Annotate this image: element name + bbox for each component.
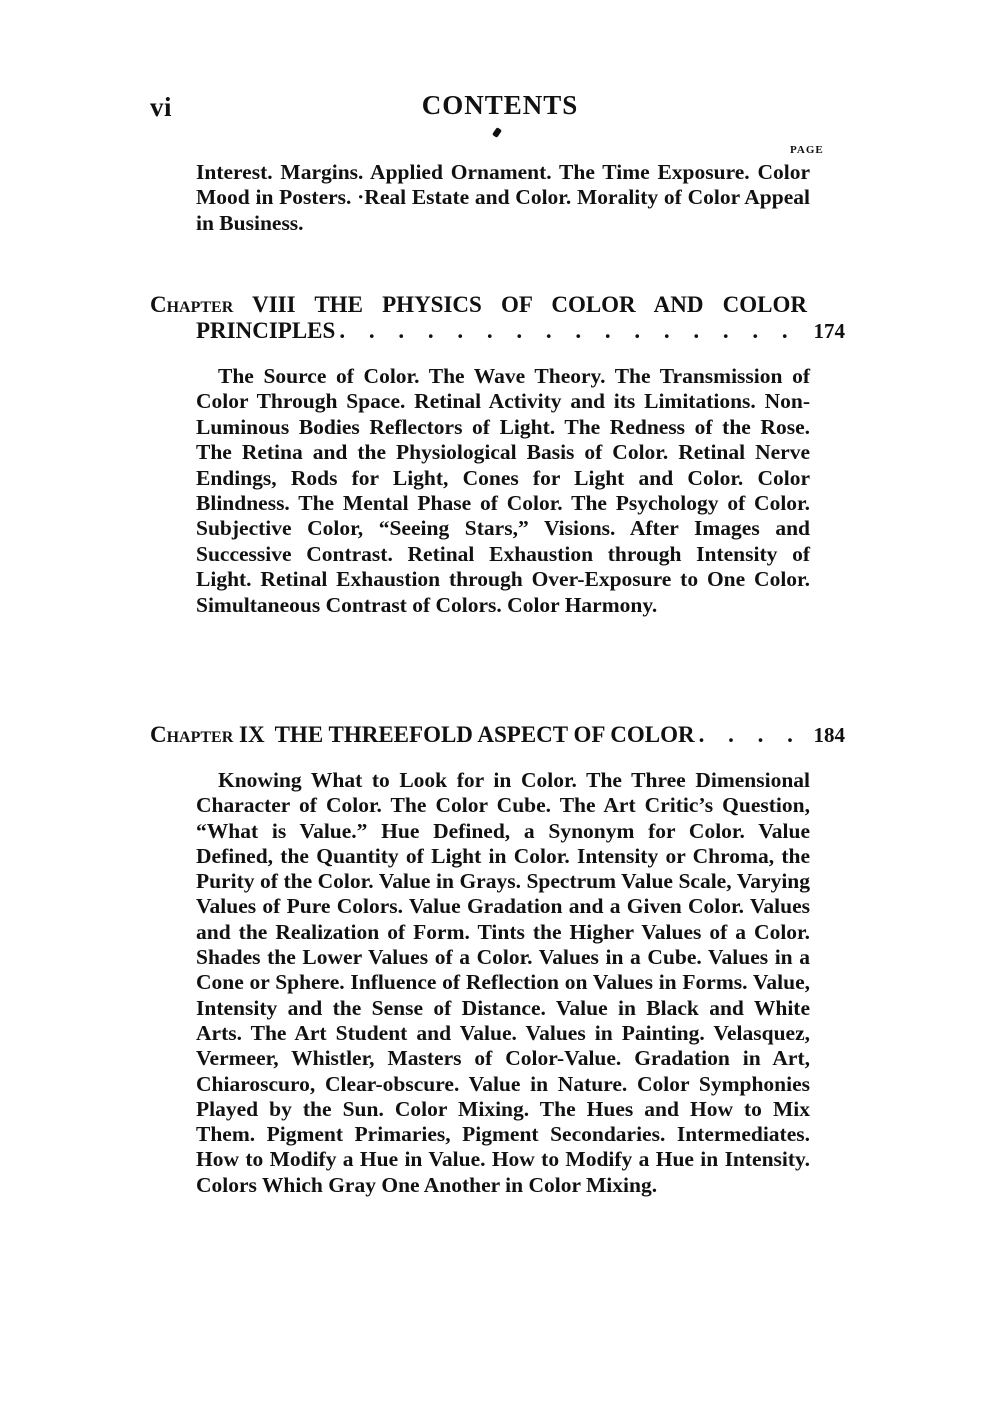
chapter-summary: Knowing What to Look for in Color. The Three Dimensional Character of Color. The Color Cube. The Art Critic’s Question, “What is Value.” Hue Defined, a Synonym for Color. Value Defined, the Quantity of Light in Color. Intensity or Chroma, the Purity of the Color. Value in Grays. Spectrum Value Scale, Varying Values of Pure Colors. Value Gradation and a Given Color. Values and the Realization of Form. Tints the Higher Values of a Color. Shades the Lower Values of a Color. Values in a Cube. Values in a Cone or Sphere. Influence of Reflection on Values in Forms. Value, Intensity and the Sense of Distance. Value in Black and White Arts. The Art Student and Value. Values in Painting. Velasquez, Vermeer, Whistler, Masters of Color-Value. Gradation in Art, Chiaroscuro, Clear-obscure. Value in Nature. Color Symphonies Played by the Sun. Color Mixing. The Hues and How to Mix Them. Pigment Primaries, Pigment Secondaries. Intermediates. How to Modify a Hue in Value. How to Modify a Hue in Intensity. Colors Which Gray One Another in Color Mixing. — [196, 768, 810, 1197]
chapter-title: THE THREEFOLD ASPECT OF COLOR — [274, 722, 695, 747]
chapter-page-number: 184 — [813, 723, 845, 747]
chapter-page-number: 174 — [813, 319, 845, 343]
chapter-title-continued: PRINCIPLES — [196, 318, 336, 343]
chapter-heading-line — [150, 722, 845, 748]
continued-summary: Interest. Margins. Applied Ornament. The Time Exposure. Color Mood in Posters. ·Real Estate and Color. Morality of Color Appeal in Business. — [196, 160, 810, 235]
chapter-entry-ix — [150, 722, 845, 748]
chapter-heading-line — [150, 318, 845, 344]
chapter-label: Chapter IX — [150, 722, 265, 747]
page-column-label: PAGE — [790, 144, 824, 156]
chapter-entry-viii — [150, 292, 845, 344]
page-folio: vi — [150, 92, 173, 122]
chapter-summary: The Source of Color. The Wave Theory. The Transmission of Color Through Space. Retinal Activity and its Limitations. Non-Luminous Bodies Reflectors of Light. The Redness of the Rose. The Retina and the Physiological Basis of Color. Retinal Nerve Endings, Rods for Light, Cones for Light and Color. Color Blindness. The Mental Phase of Color. The Psychology of Color. Subjective Color, “Seeing Stars,” Visions. After Images and Successive Contrast. Retinal Exhaustion through Intensity of Light. Retinal Exhaustion through Over-Exposure to One Color. Simultaneous Contrast of Colors. Color Harmony. — [196, 364, 810, 617]
chapter-title: THE PHYSICS OF COLOR AND COLOR — [314, 292, 807, 317]
chapter-heading-line — [150, 292, 807, 318]
chapter-label: Chapter VIII — [150, 292, 296, 317]
dot-leader — [339, 318, 809, 344]
printer-mark — [492, 127, 502, 138]
dot-leader — [699, 722, 810, 748]
running-head: CONTENTS — [421, 90, 579, 120]
